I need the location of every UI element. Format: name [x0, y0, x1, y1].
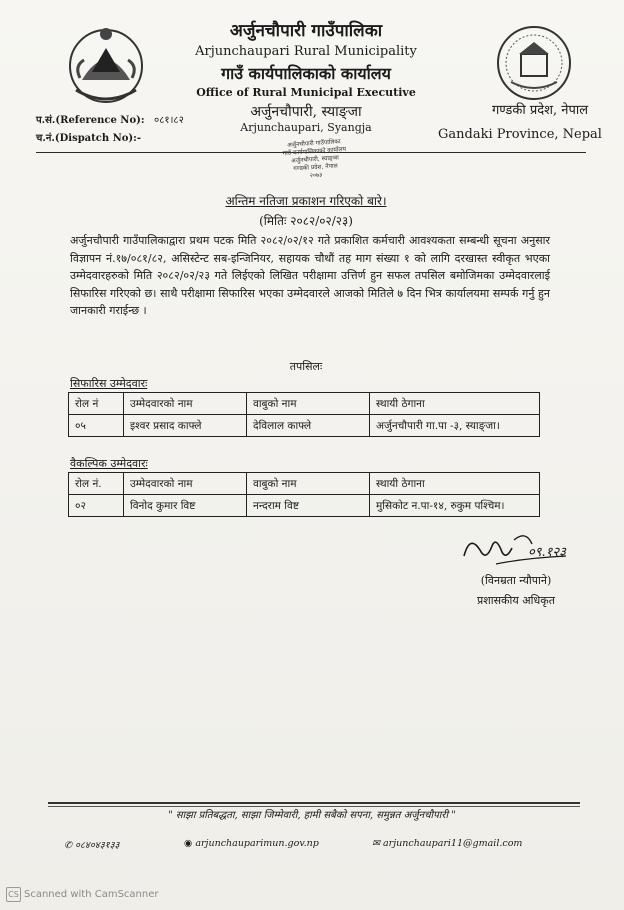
details-heading: तपसिलः — [289, 360, 323, 373]
watermark-text: Scanned with CamScanner — [24, 889, 159, 900]
website-link[interactable]: arjunchauparimun.gov.np — [195, 838, 319, 849]
table-row — [69, 495, 540, 517]
column-header: उम्मेदवारको नाम — [124, 393, 247, 415]
signatory-title: प्रशासकीय अधिकृत — [477, 594, 555, 607]
recommended-table — [68, 392, 540, 437]
stamp-line: गाउँ कार्यपालिकाको कार्यालय — [282, 145, 347, 158]
province-nepali: गण्डकी प्रदेश, नेपाल — [491, 103, 589, 118]
stamp-line: २०७३ — [309, 171, 323, 180]
municipality-name-english: Arjunchaupari Rural Municipality — [195, 44, 417, 59]
column-header: वाबुको नाम — [247, 473, 370, 495]
office-name-english: Office of Rural Municipal Executive — [196, 86, 416, 99]
dispatch-label: च.नं.(Dispatch No):- — [36, 133, 142, 144]
recommended-heading: सिफारिस उम्मेदवारः — [70, 377, 148, 390]
footer-website — [184, 838, 319, 849]
municipality-logo-icon — [495, 24, 573, 102]
phone-icon: ✆ — [64, 840, 72, 851]
nepal-emblem-icon — [62, 20, 150, 108]
province-english: Gandaki Province, Nepal — [438, 127, 602, 142]
column-header: वाबुको नाम — [247, 393, 370, 415]
column-header: रोल नं. — [69, 473, 124, 495]
footer-email — [372, 838, 522, 849]
table-cell: मुसिकोट न.पा-१४, रुकुम पश्चिम। — [370, 495, 540, 517]
location-nepali: अर्जुनचौपारी, स्याङ्जा — [250, 104, 362, 120]
phone-number: ०८४०४३१३३ — [75, 840, 120, 851]
footer-motto: " साझा प्रतिबद्धता, साझा जिम्मेवारी, हामी सबैको सपना, समुन्नत अर्जुनचौपारी " — [168, 810, 456, 821]
column-header: रोल नं — [69, 393, 124, 415]
column-header: स्थायी ठेगाना — [370, 473, 540, 495]
notice-subject: अन्तिम नतिजा प्रकाशन गरिएको बारे। — [225, 194, 387, 208]
stamp-line: अर्जुनचौपारी, स्याङ्जा — [290, 154, 340, 165]
email-link[interactable]: arjunchaupari11@gmail.com — [383, 838, 523, 849]
table-cell: ०२ — [69, 495, 124, 517]
location-english: Arjunchaupari, Syangja — [240, 121, 372, 134]
alternate-heading: वैकल्पिक उम्मेदवारः — [70, 457, 148, 470]
column-header: स्थायी ठेगाना — [370, 393, 540, 415]
scanner-watermark — [6, 887, 159, 902]
email-icon: ✉ — [372, 838, 380, 849]
table-cell: विनोद कुमार विष्ट — [124, 495, 247, 517]
signature-date: ०९.१२३ — [528, 545, 566, 560]
notice-date: (मितिः २०८२/०२/२३) — [259, 214, 353, 228]
reference-label: प.सं.(Reference No): — [36, 115, 145, 126]
table-cell: नन्दराम विष्ट — [247, 495, 370, 517]
alternate-table — [68, 472, 540, 517]
signature-image — [456, 526, 576, 576]
table-cell: अर्जुनचौपारी गा.पा -३, स्याङ्जा। — [370, 415, 540, 437]
footer-phone — [64, 838, 119, 851]
footer-divider — [48, 802, 580, 804]
table-row — [69, 415, 540, 437]
table-header-row — [69, 473, 540, 495]
table-cell: इश्वर प्रसाद काफ्ले — [124, 415, 247, 437]
table-cell: ०५ — [69, 415, 124, 437]
reference-value: ०८१।८२ — [154, 115, 184, 126]
signatory-name: (विनम्रता न्यौपाने) — [480, 574, 552, 587]
office-name-nepali: गाउँ कार्यपालिकाको कार्यालय — [221, 64, 391, 83]
web-icon: ◉ — [184, 838, 193, 849]
stamp-line: अर्जुनचौपारी गाउँपालिका — [286, 138, 341, 149]
stamp-line: गण्डकी प्रदेश, नेपाल — [293, 162, 338, 173]
column-header: उम्मेदवारको नाम — [124, 473, 247, 495]
office-stamp — [269, 137, 362, 183]
reference-number — [36, 112, 184, 126]
dispatch-number — [36, 130, 141, 144]
municipality-name-nepali: अर्जुनचौपारी गाउँपालिका — [229, 21, 383, 41]
notice-body: अर्जुनचौपारी गाउँपालिकाद्वारा प्रथम पटक मिति २०८२/०२/१२ गते प्रकाशित कर्मचारी आवश्यकता सम्बन्धी सूचना अनुसार विज्ञापन नं.१७/०८१/८२, असिस्टेन्ट सब-इन्जिनियर, सहायक चौथौं तह माग संख्या १ को लागि दरखास्त स्वीकृत भएका उम्मेदवारहरुको मिति २०८२/०२/२३ गते लिईएको लिखित परीक्षामा उत्तिर्ण हुन सफल तपसिल बमोजिमका उम्मेदवारलाई सिफारिस गरिएको छ। साथै परीक्षामा सिफारिस भएका उम्मेदवारले आजको मितिले ७ दिन भित्र कार्यालयमा सम्पर्क गर्नु हुन जानकारी गराईन्छ । — [70, 234, 550, 318]
camscanner-logo-icon: CS — [6, 887, 21, 902]
table-cell: देविलाल काफ्ले — [247, 415, 370, 437]
table-header-row — [69, 393, 540, 415]
